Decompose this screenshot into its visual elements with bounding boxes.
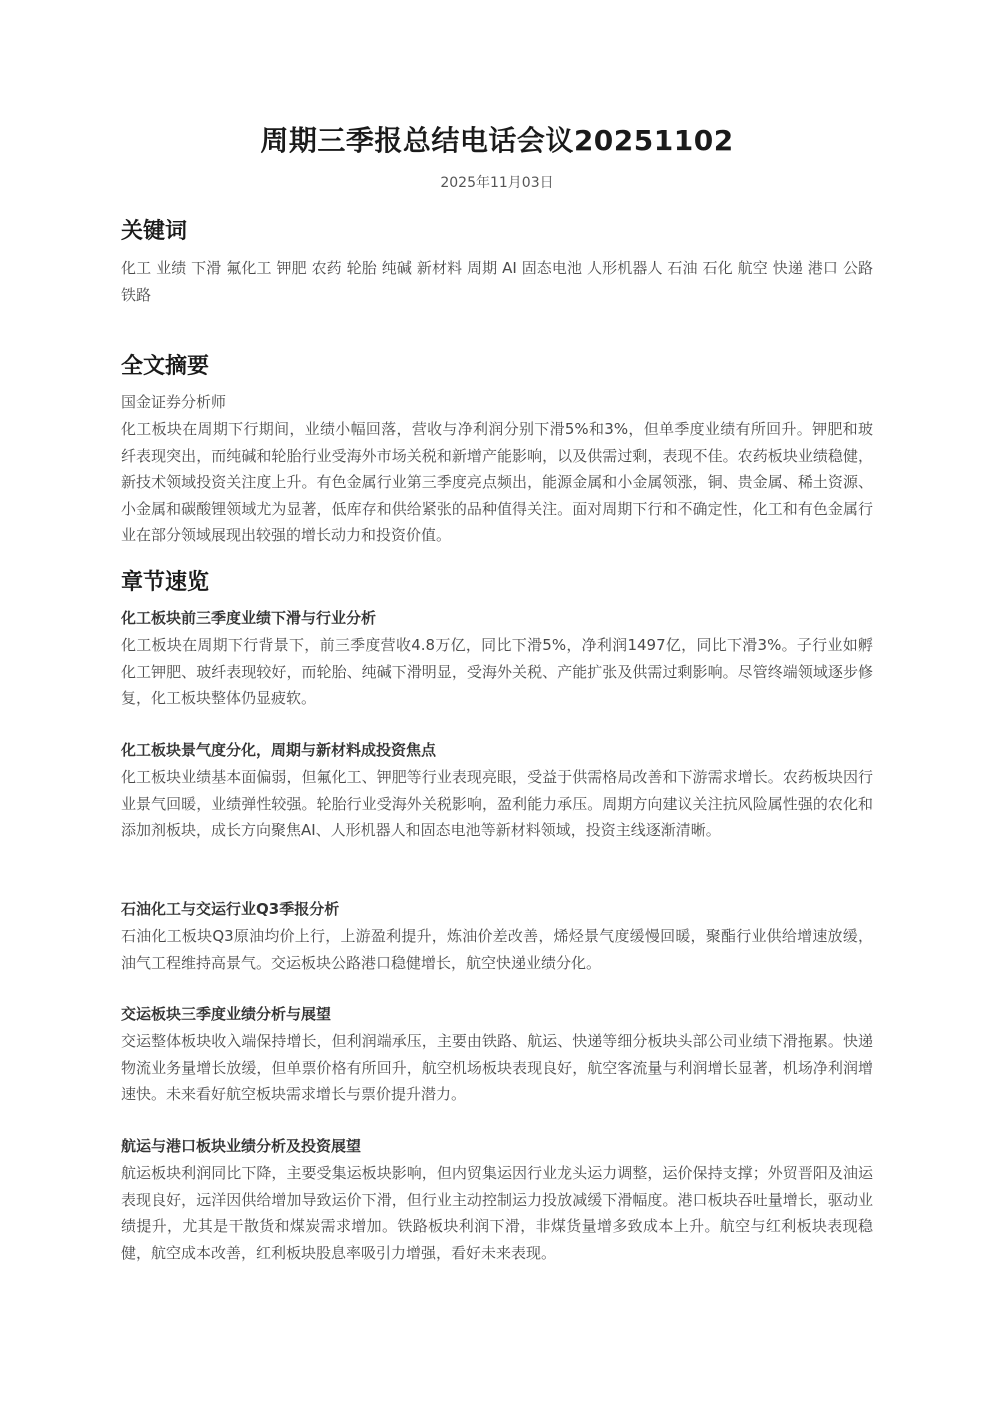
chapter-title: 航运与港口板块业绩分析及投资展望 bbox=[121, 1137, 362, 1155]
chapter-text: 石油化工板块Q3原油均价上行，上游盈利提升，炼油价差改善，烯烃景气度缓慢回暖，聚酯行业供给增速放缓，油气工程维持高景气。交运板块公路港口稳健增长，航空快递业绩分化。 bbox=[121, 927, 873, 972]
summary-text: 化工板块在周期下行期间，业绩小幅回落，营收与净利润分别下滑5%和3%，但单季度业绩有所回升。钾肥和玻纤表现突出，而纯碱和轮胎行业受海外市场关税和新增产能影响，以及供需过剩，表现不佳。农药板块业绩稳健，新技术领域投资关注度上升。有色金属行业第三季度亮点频出，能源金属和小金属领涨，铜、贵金属、稀土资源、小金属和碳酸锂领域尤为显著，低库存和供给紧张的品种值得关注。面对周期下行和不确定性，化工和有色金属行业在部分领域展现出较强的增长动力和投资价值。 bbox=[121, 420, 873, 544]
chapter-text: 航运板块利润同比下降，主要受集运板块影响，但内贸集运因行业龙头运力调整，运价保持支撑；外贸晋阳及油运表现良好，远洋因供给增加导致运价下滑，但行业主动控制运力投放减缓下滑幅度。港口板块吞吐量增长，驱动业绩提升，尤其是干散货和煤炭需求增加。铁路板块利润下滑，非煤货量增多致成本上升。航空与红利板块表现稳健，航空成本改善，红利板块股息率吸引力增强，看好未来表现。 bbox=[121, 1164, 873, 1262]
chapter-text: 化工板块在周期下行背景下，前三季度营收4.8万亿，同比下滑5%，净利润1497亿，同比下滑3%。子行业如孵化工钾肥、玻纤表现较好，而轮胎、纯碱下滑明显，受海外关税、产能扩张及供需过剩影响。尽管终端领域逐步修复，化工板块整体仍显疲软。 bbox=[121, 636, 873, 707]
keywords-heading: 关键词 bbox=[121, 219, 188, 244]
document-title: 周期三季报总结电话会议20251102 bbox=[260, 124, 734, 157]
chapter-title: 化工板块前三季度业绩下滑与行业分析 bbox=[121, 609, 377, 627]
summary-analyst: 国金证券分析师 bbox=[121, 393, 227, 411]
chapter-title: 石油化工与交运行业Q3季报分析 bbox=[121, 900, 340, 918]
chapter-text: 交运整体板块收入端保持增长，但利润端承压，主要由铁路、航运、快递等细分板块头部公司业绩下滑拖累。快递物流业务量增长放缓，但单票价格有所回升，航空机场板块表现良好，航空客流量与利润增长显著，机场净利润增速快。未来看好航空板块需求增长与票价提升潜力。 bbox=[121, 1032, 873, 1103]
chapter-text: 化工板块业绩基本面偏弱，但氟化工、钾肥等行业表现亮眼，受益于供需格局改善和下游需求增长。农药板块因行业景气回暖，业绩弹性较强。轮胎行业受海外关税影响，盈利能力承压。周期方向建议关注抗风险属性强的农化和添加剂板块，成长方向聚焦AI、人形机器人和固态电池等新材料领域，投资主线逐渐清晰。 bbox=[121, 768, 873, 839]
keywords-text: 化工 业绩 下滑 氟化工 钾肥 农药 轮胎 纯碱 新材料 周期 AI 固态电池 人形机器人 石油 石化 航空 快递 港口 公路 铁路 bbox=[121, 259, 873, 304]
document-date: 2025年11月03日 bbox=[440, 175, 554, 191]
chapter-title: 化工板块景气度分化，周期与新材料成投资焦点 bbox=[121, 741, 437, 759]
summary-heading: 全文摘要 bbox=[121, 354, 210, 379]
chapters-heading: 章节速览 bbox=[121, 570, 210, 595]
chapter-title: 交运板块三季度业绩分析与展望 bbox=[121, 1005, 332, 1023]
